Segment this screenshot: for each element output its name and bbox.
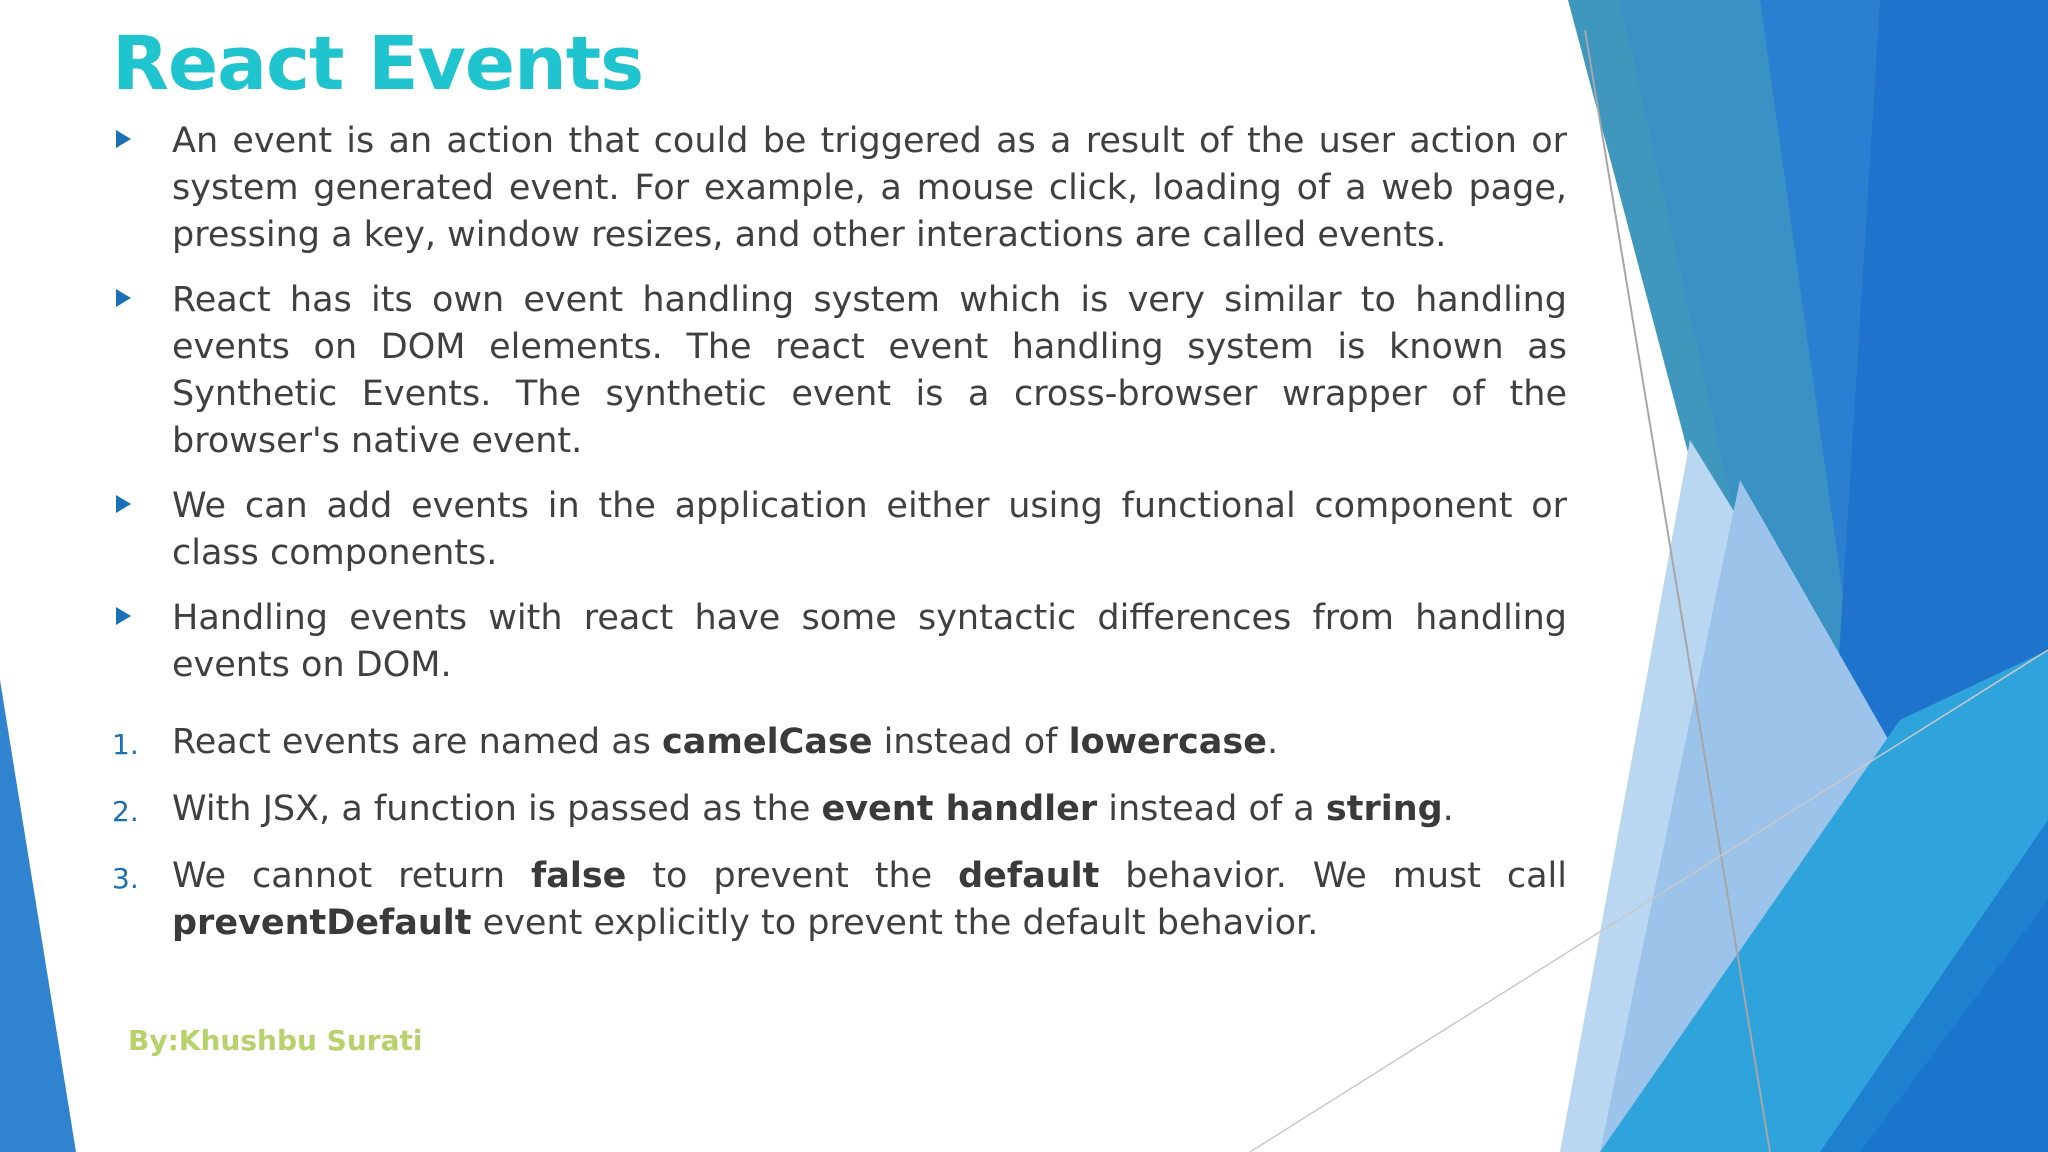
numbered-item	[112, 719, 1567, 766]
slide-content	[112, 118, 1567, 967]
author-footer: By:Khushbu Surati	[128, 1024, 423, 1057]
bullet-text: Handling events with react have some syntactic differences from handling events on DOM.	[172, 598, 1567, 685]
bullet-item	[112, 118, 1567, 259]
triangle-bullet-icon	[116, 289, 131, 307]
bullet-text: React has its own event handling system which is very similar to handling events on DOM elements. The react event handling system is known as Synthetic Events. The synthetic event is a cross-browser wrapper of the browser's native event.	[172, 280, 1567, 461]
numbered-item	[112, 786, 1567, 833]
bullet-text: We can add events in the application either using functional component or class components.	[172, 486, 1567, 573]
triangle-bullet-icon	[116, 495, 131, 513]
keyword-bold: false	[531, 856, 627, 896]
item-text: behavior. We must call	[1099, 856, 1567, 896]
triangle-bullet-icon	[116, 130, 131, 148]
triangle-bullet-icon	[116, 607, 131, 625]
list-number: 1.	[112, 728, 139, 761]
keyword-bold: lowercase	[1068, 722, 1267, 762]
item-text: event explicitly to prevent the default behavior.	[471, 903, 1319, 943]
bullet-text: An event is an action that could be triggered as a result of the user action or system generated event. For example, a mouse click, loading of a web page, pressing a key, window resizes, and other interactions are called events.	[172, 121, 1567, 255]
bullet-item	[112, 595, 1567, 689]
list-number: 2.	[112, 795, 139, 828]
bullet-item	[112, 483, 1567, 577]
keyword-bold: preventDefault	[172, 903, 472, 943]
item-text: .	[1266, 722, 1279, 762]
bullet-item	[112, 277, 1567, 465]
numbered-item	[112, 853, 1567, 947]
slide-title: React Events	[112, 21, 644, 107]
numbered-list	[112, 719, 1567, 947]
item-text: instead of	[872, 722, 1069, 762]
item-text: With JSX, a function is passed as the	[172, 789, 822, 829]
item-text: .	[1442, 789, 1454, 829]
keyword-bold: default	[958, 856, 1100, 896]
item-text: We cannot return	[172, 856, 531, 896]
item-text: React events are named as	[172, 722, 662, 762]
list-number: 3.	[112, 862, 139, 895]
item-text: to prevent the	[626, 856, 959, 896]
keyword-bold: camelCase	[662, 722, 873, 762]
item-text: instead of a	[1097, 789, 1326, 829]
keyword-bold: event handler	[821, 789, 1098, 829]
keyword-bold: string	[1325, 789, 1443, 829]
